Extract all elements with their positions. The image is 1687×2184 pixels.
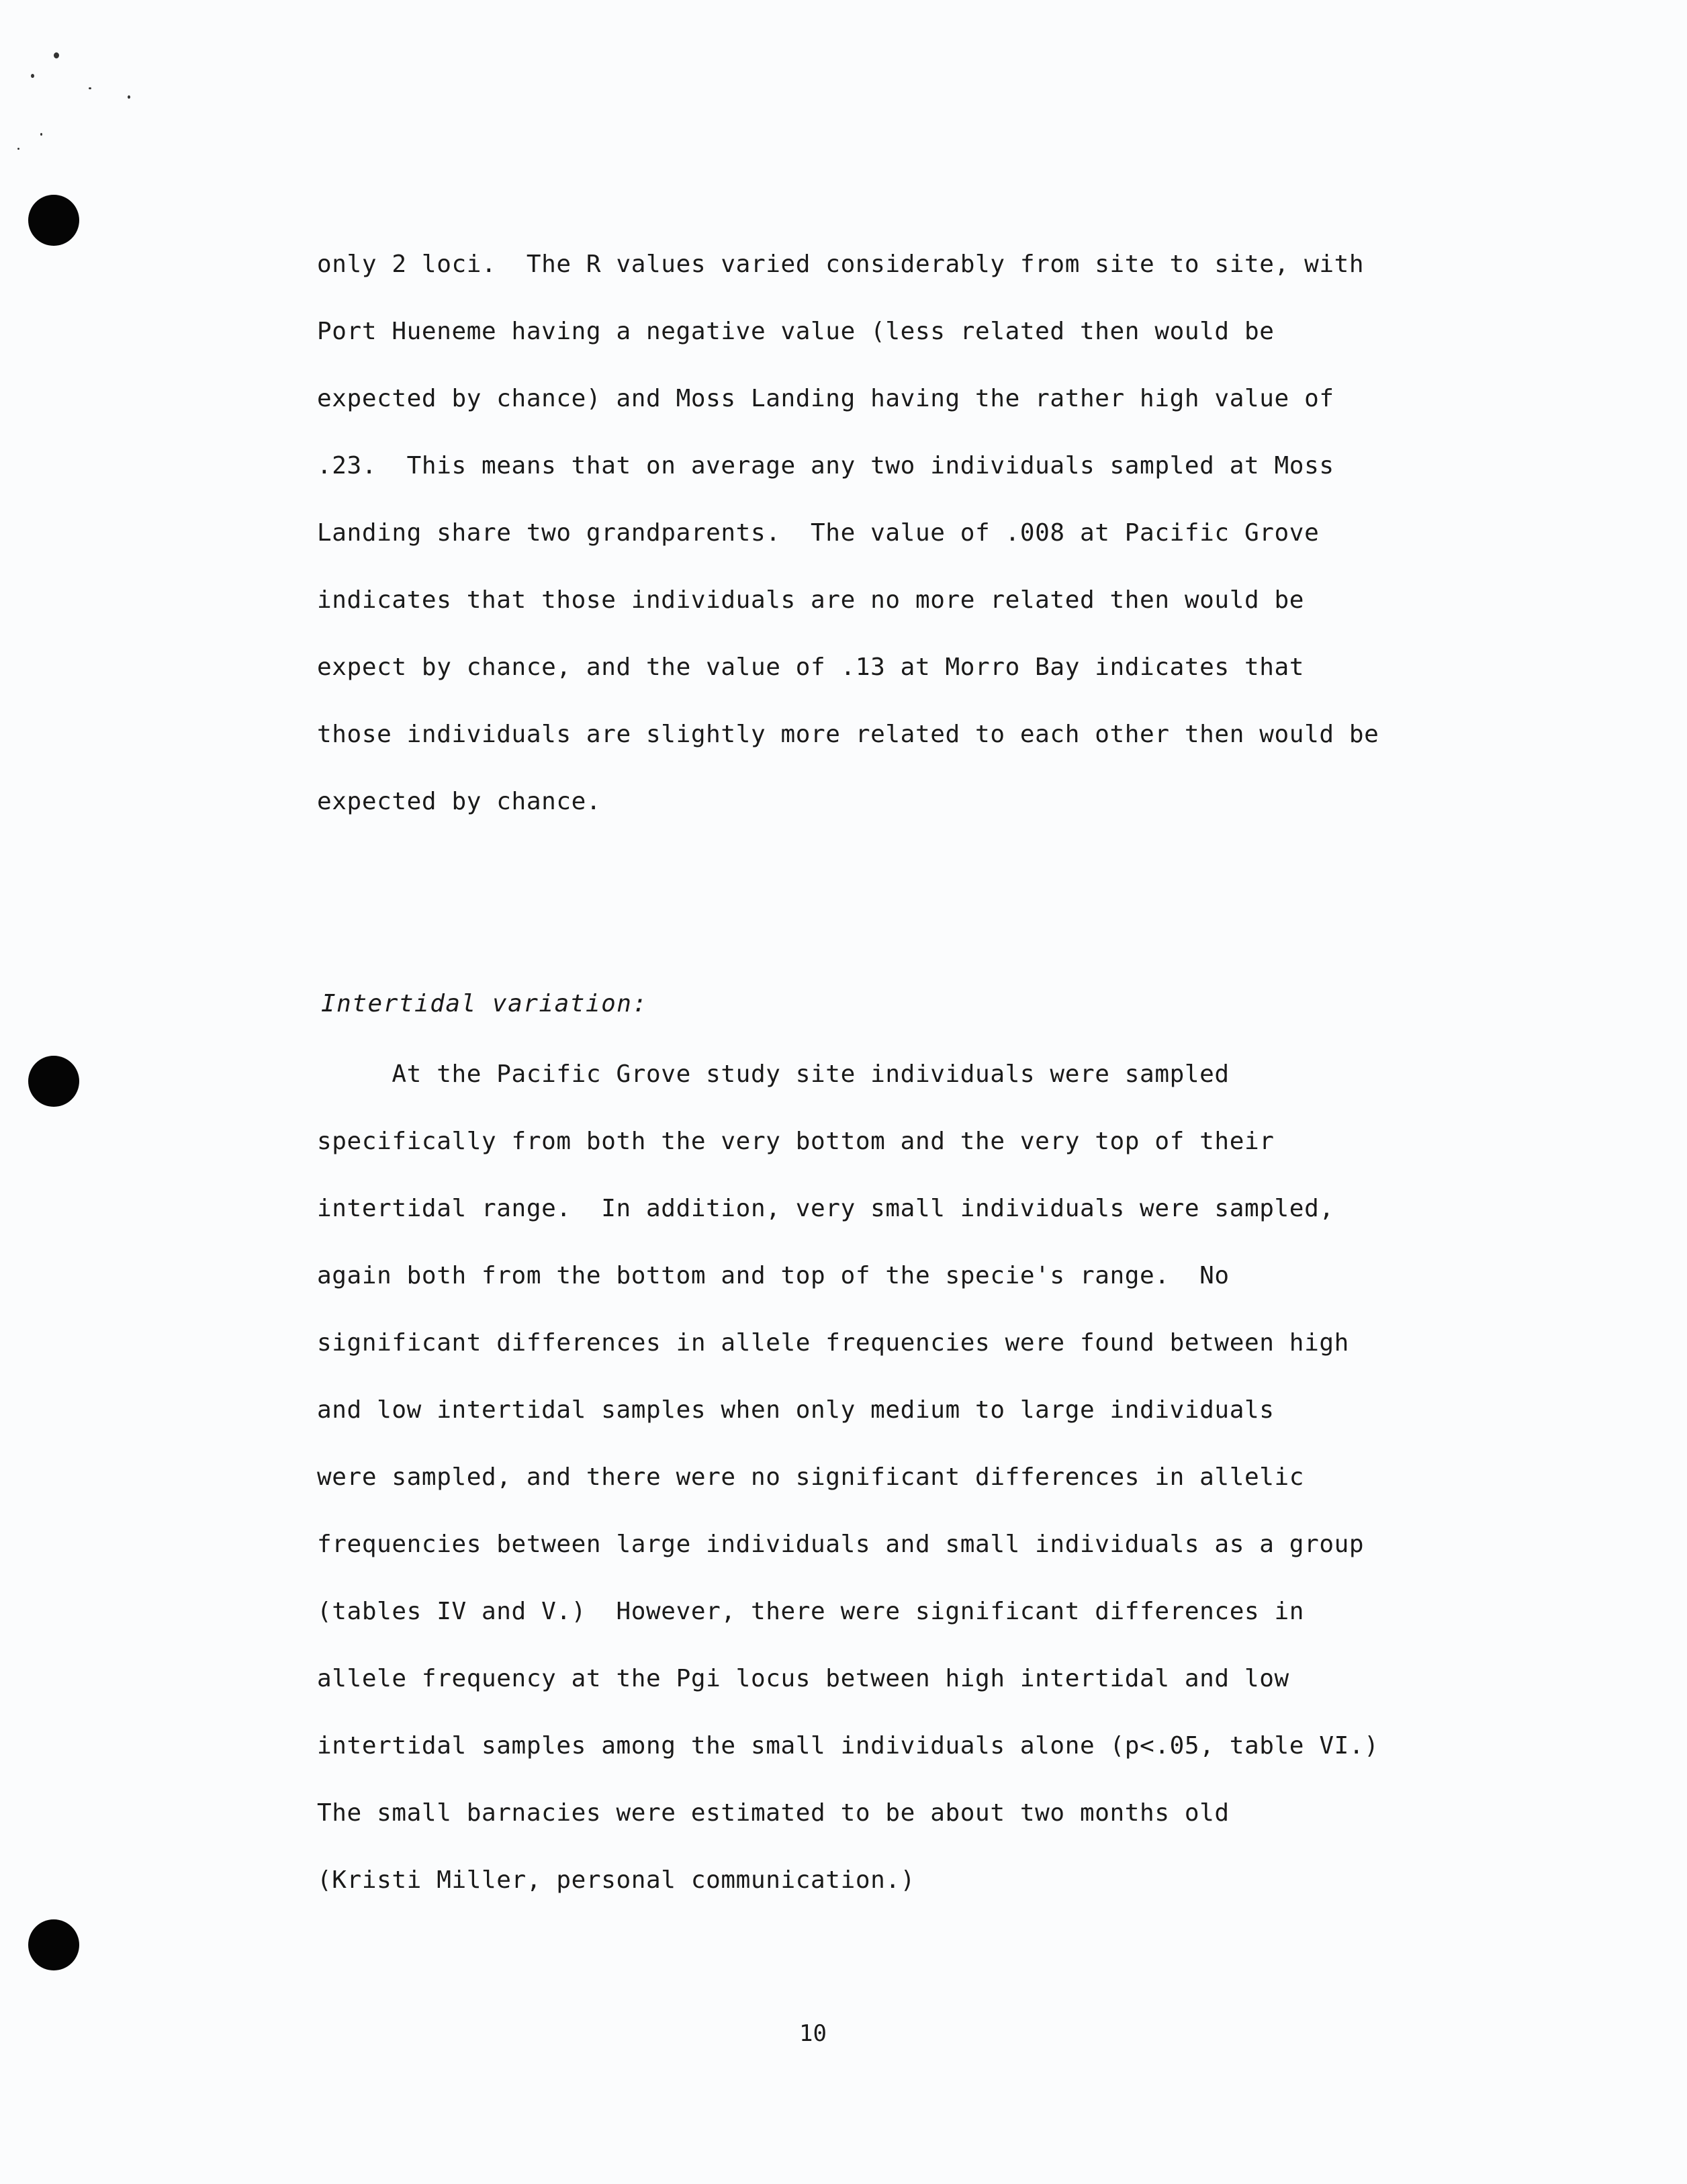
text-line: those individuals are slightly more related to each other then would be [317, 721, 1379, 748]
text-line: were sampled, and there were no significant differences in allelic [317, 1463, 1305, 1491]
scan-speck [89, 87, 91, 89]
text-line: allele frequency at the Pgi locus between high intertidal and low [317, 1665, 1289, 1692]
scan-speck [31, 74, 34, 78]
text-line: At the Pacific Grove study site individuals were sampled [317, 1060, 1230, 1088]
text-line: expect by chance, and the value of .13 at Morro Bay indicates that [317, 653, 1305, 681]
text-line: (tables IV and V.) However, there were significant differences in [317, 1598, 1305, 1625]
binder-hole-top [28, 195, 79, 246]
scan-speck [128, 95, 130, 99]
scan-speck [54, 52, 59, 58]
text-line: expected by chance) and Moss Landing having the rather high value of [317, 385, 1334, 412]
text-line: (Kristi Miller, personal communication.) [317, 1866, 915, 1894]
text-line: The small barnacies were estimated to be about two months old [317, 1799, 1230, 1827]
text-line: intertidal range. In addition, very small individuals were sampled, [317, 1195, 1334, 1222]
scan-speck [40, 133, 42, 136]
text-line: significant differences in allele frequencies were found between high [317, 1329, 1349, 1357]
text-line: only 2 loci. The R values varied considerably from site to site, with [317, 251, 1365, 278]
section-heading: Intertidal variation: [321, 990, 648, 1017]
page-number: 10 [799, 2020, 827, 2047]
text-line: Port Hueneme having a negative value (less related then would be [317, 318, 1275, 345]
text-line: expected by chance. [317, 788, 602, 815]
text-line: indicates that those individuals are no more related then would be [317, 586, 1305, 614]
text-line: again both from the bottom and top of the specie's range. No [317, 1262, 1230, 1289]
text-line: intertidal samples among the small individuals alone (p<.05, table VI.) [317, 1732, 1379, 1760]
text-line: frequencies between large individuals and small individuals as a group [317, 1531, 1365, 1558]
text-line: Landing share two grandparents. The value of .008 at Pacific Grove [317, 519, 1320, 547]
text-line: and low intertidal samples when only medium to large individuals [317, 1396, 1275, 1424]
scan-speck [17, 148, 19, 150]
binder-hole-bottom [28, 1919, 79, 1970]
text-line: .23. This means that on average any two individuals sampled at Moss [317, 452, 1334, 480]
text-line: specifically from both the very bottom and the very top of their [317, 1128, 1275, 1155]
binder-hole-middle [28, 1056, 79, 1107]
